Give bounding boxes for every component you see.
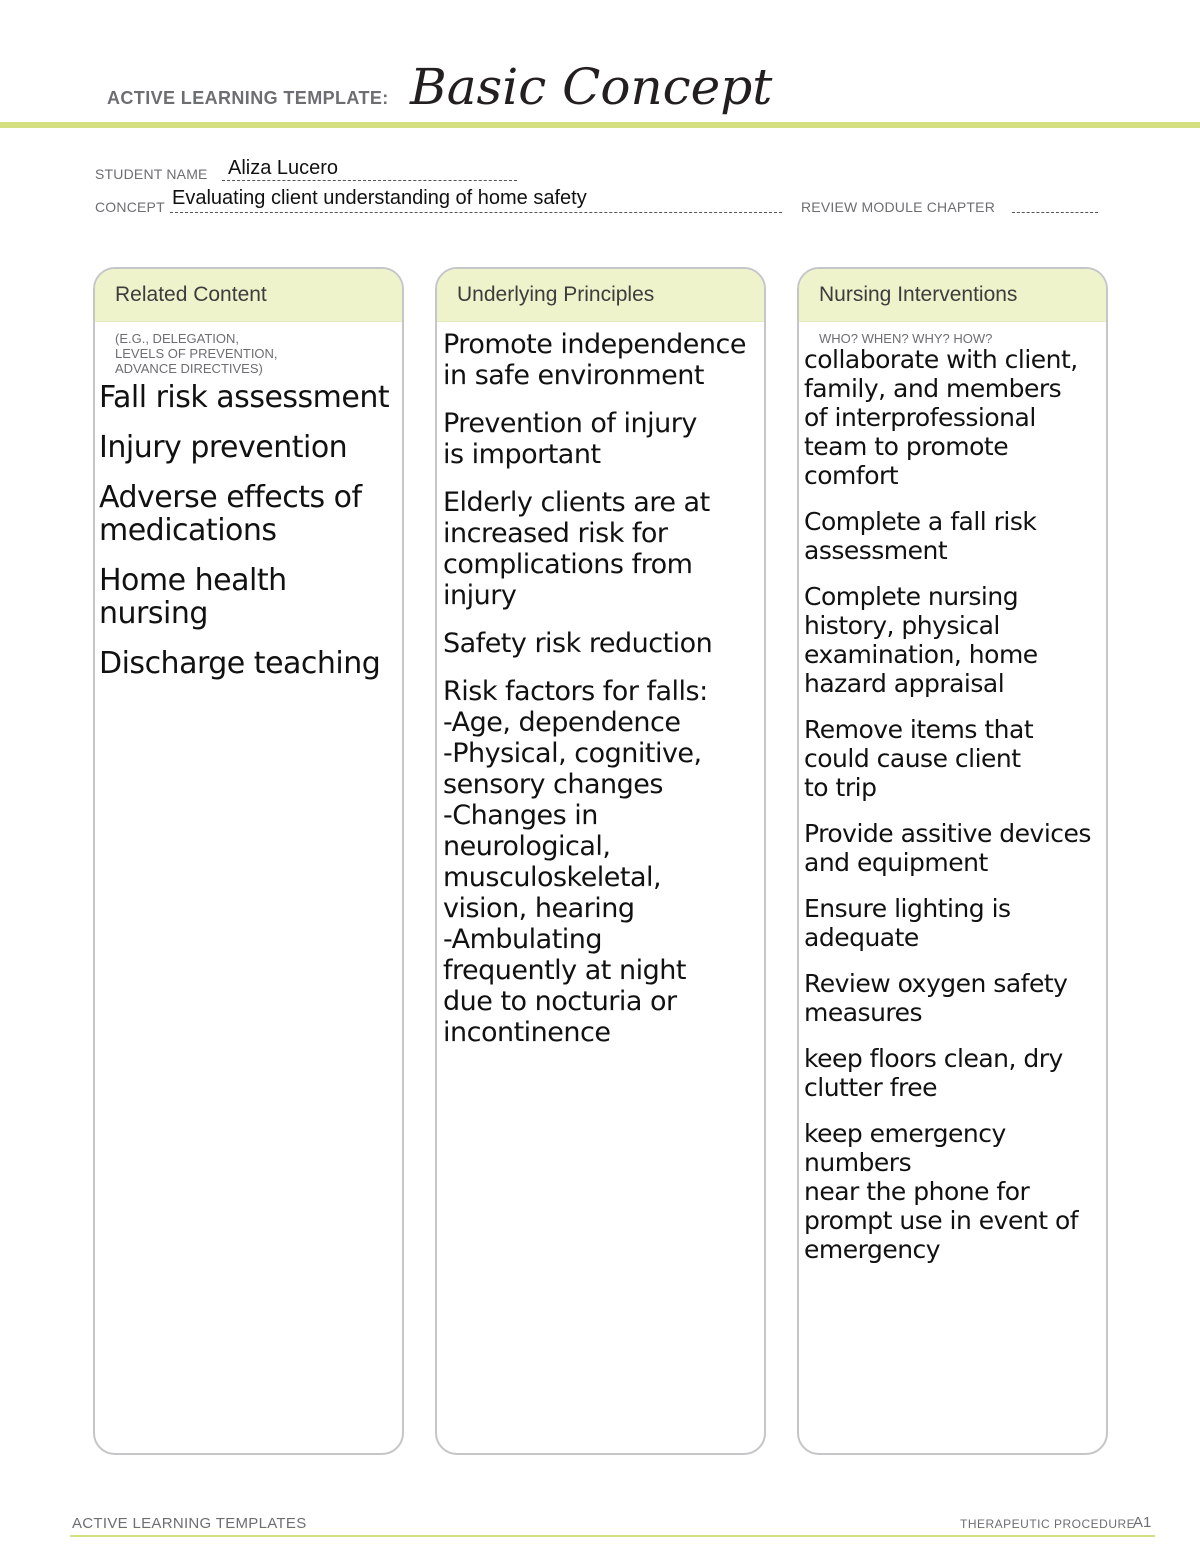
list-item: Promote independence in safe environment bbox=[443, 329, 746, 391]
list-item: Safety risk reduction bbox=[443, 628, 713, 659]
list-item: Complete nursing history, physical examination, home hazard appraisal bbox=[804, 582, 1038, 698]
list-item: Ensure lighting is adequate bbox=[804, 894, 1011, 952]
student-name-label: STUDENT NAME bbox=[95, 166, 208, 182]
concept-field[interactable]: Evaluating client understanding of home safety bbox=[172, 187, 587, 209]
nursing-interventions-list bbox=[804, 345, 1104, 1281]
list-item: Discharge teaching bbox=[99, 646, 381, 681]
list-item: Elderly clients are at increased risk for complications from injury bbox=[443, 487, 710, 611]
list-item: Home health nursing bbox=[99, 563, 287, 631]
footer-divider bbox=[70, 1535, 1155, 1537]
list-item: keep floors clean, dry clutter free bbox=[804, 1044, 1063, 1102]
list-item: Remove items that could cause client to trip bbox=[804, 715, 1034, 802]
underlying-principles-heading: Underlying Principles bbox=[437, 269, 764, 322]
related-content-panel bbox=[93, 267, 404, 1455]
student-name-field[interactable]: Aliza Lucero bbox=[228, 157, 339, 179]
footer-title: ACTIVE LEARNING TEMPLATES bbox=[72, 1515, 307, 1532]
footer-page-code: A1 bbox=[1133, 1514, 1152, 1531]
footer-category: THERAPEUTIC PROCEDURE bbox=[960, 1517, 1136, 1531]
list-item: keep emergency numbers near the phone for prompt use in event of emergency bbox=[804, 1119, 1079, 1264]
list-item: Fall risk assessment bbox=[99, 380, 390, 415]
concept-underline bbox=[170, 212, 782, 213]
template-label: ACTIVE LEARNING TEMPLATE: bbox=[107, 88, 389, 108]
underlying-principles-list bbox=[443, 329, 763, 1065]
underlying-principles-panel bbox=[435, 267, 766, 1455]
list-item: collaborate with client, family, and members of interprofessional team to promote comfort bbox=[804, 345, 1078, 490]
list-item: Complete a fall risk assessment bbox=[804, 507, 1037, 565]
list-item: Adverse effects of medications bbox=[99, 480, 362, 548]
related-content-hint: (E.G., DELEGATION, LEVELS OF PREVENTION, ADVANCE DIRECTIVES) bbox=[115, 331, 278, 376]
list-item: Injury prevention bbox=[99, 430, 348, 465]
list-item: Risk factors for falls: -Age, dependence -Physical, cognitive, sensory changes -Changes in neurological, musculoskeletal, vision, hearing -Ambulating frequently at night due to nocturia or incontinence bbox=[443, 676, 708, 1048]
list-item: Prevention of injury is important bbox=[443, 408, 697, 470]
page-title: Basic Concept bbox=[410, 58, 773, 116]
related-content-heading: Related Content bbox=[95, 269, 402, 322]
list-item: Provide assitive devices and equipment bbox=[804, 819, 1091, 877]
related-content-list bbox=[99, 381, 399, 697]
header-divider bbox=[0, 122, 1200, 128]
nursing-interventions-heading: Nursing Interventions bbox=[799, 269, 1106, 322]
student-name-underline bbox=[222, 180, 517, 181]
review-module-label: REVIEW MODULE CHAPTER bbox=[801, 199, 995, 215]
nursing-interventions-hint: WHO? WHEN? WHY? HOW? bbox=[819, 331, 993, 346]
review-module-field[interactable] bbox=[1012, 212, 1098, 213]
list-item: Review oxygen safety measures bbox=[804, 969, 1068, 1027]
nursing-interventions-panel bbox=[797, 267, 1108, 1455]
concept-label: CONCEPT bbox=[95, 199, 165, 215]
